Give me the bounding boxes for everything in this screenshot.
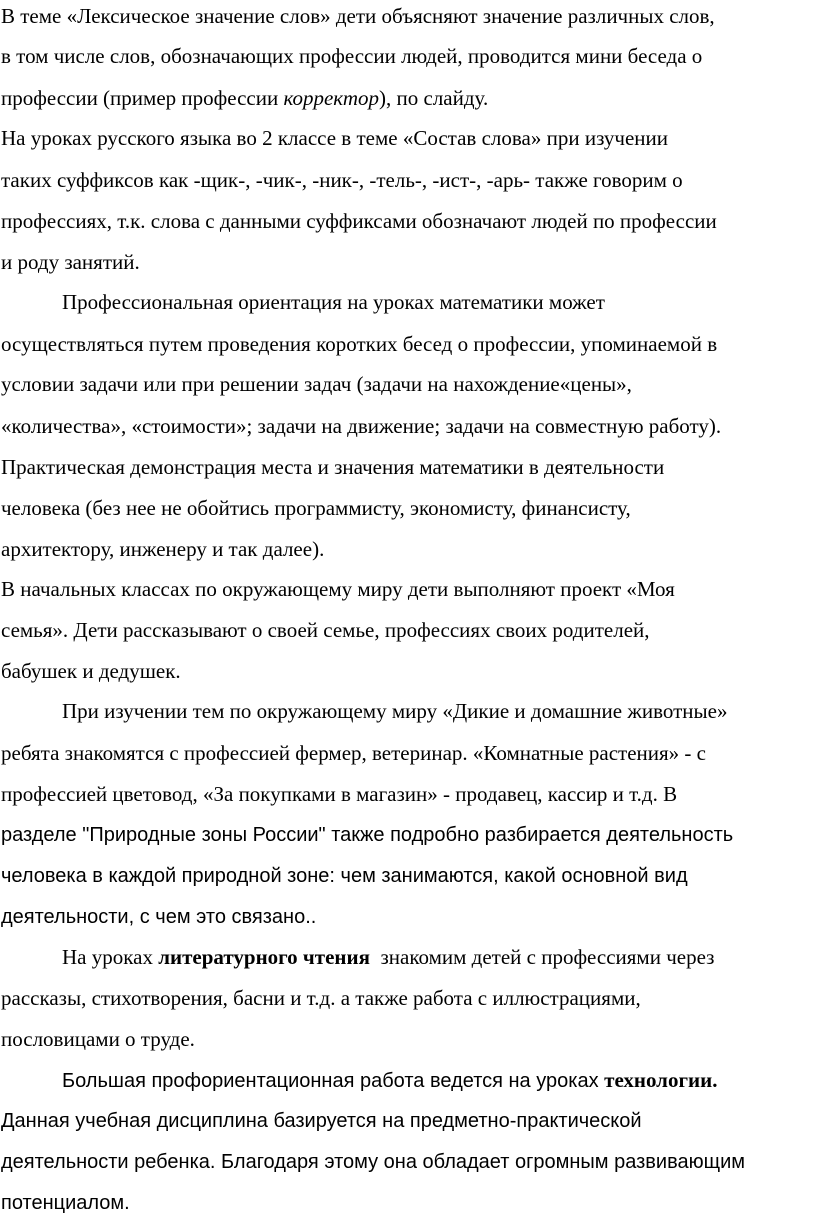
p3-line5: Практическая демонстрация места и значения математики в деятельности (1, 455, 665, 479)
p4-line3: бабушек и дедушек. (1, 659, 181, 683)
p3-line6: человека (без нее не обойтись программисту, экономисту, финансисту, (1, 496, 631, 520)
p1-line3-text: профессии (пример профессии (1, 86, 284, 110)
p6-line3: пословицами о труде. (1, 1027, 195, 1051)
p3-line1: Профессиональная ориентация на уроках математики может (62, 290, 605, 314)
p2-line2: таких суффиксов как -щик-, -чик-, -ник-, -тель-, -ист-, -арь- также говорим о (1, 168, 683, 192)
p3-line2: осуществляться путем проведения коротких бесед о профессии, упоминаемой в (1, 332, 718, 356)
p1-line3 (1, 86, 488, 110)
p7-line1-text: Большая профориентационная работа ведется на уроках (62, 1070, 605, 1092)
p7-line2: Данная учебная дисциплина базируется на предметно-практической (1, 1110, 642, 1132)
p5-line4: разделе "Природные зоны России" также подробно разбирается деятельность (1, 824, 734, 846)
p2-line1: На уроках русского языка во 2 классе в теме «Состав слова» при изучении (1, 126, 669, 150)
p6-line2: рассказы, стихотворения, басни и т.д. а также работа с иллюстрациями, (1, 986, 641, 1010)
p3-line4: «количества», «стоимости»; задачи на движение; задачи на совместную работу). (1, 414, 722, 438)
p7-line1 (62, 1068, 717, 1093)
p5-line6: деятельности, с чем это связано.. (1, 906, 317, 928)
p4-line2: семья». Дети рассказывают о своей семье, профессиях своих родителей, (1, 618, 650, 642)
p7-line4: потенциалом. (1, 1192, 130, 1214)
p5-line1: При изучении тем по окружающему миру «Дикие и домашние животные» (62, 699, 728, 723)
p3-line7: архитектору, инженеру и так далее). (1, 537, 325, 561)
p5-line2: ребята знакомятся с профессией фермер, ветеринар. «Комнатные растения» - с (1, 741, 706, 765)
p6-line1-text: На уроках (62, 945, 159, 969)
p2-line4: и роду занятий. (1, 250, 140, 274)
p1-line1: В теме «Лексическое значение слов» дети объясняют значение различных слов, (1, 4, 715, 28)
p6-line1-end: знакомим детей с профессиями через (369, 945, 715, 969)
p3-line3: условии задачи или при решении задач (задачи на нахождение«цены», (1, 372, 632, 396)
p1-line2: в том числе слов, обозначающих профессии людей, проводится мини беседа о (1, 44, 703, 68)
p6-line1 (62, 945, 714, 969)
p6-bold-subject: литературного чтения (158, 945, 370, 969)
p2-line3: профессиях, т.к. слова с данными суффиксами обозначают людей по профессии (1, 209, 717, 233)
p7-bold-subject: технологии. (604, 1068, 718, 1092)
p1-line3-end: ), по слайду. (379, 86, 489, 110)
p4-line1: В начальных классах по окружающему миру дети выполняют проект «Моя (1, 577, 675, 601)
p5-line5: человека в каждой природной зоне: чем занимаются, какой основной вид (1, 865, 688, 887)
p5-line3: профессией цветовод, «За покупками в магазин» - продавец, кассир и т.д. В (1, 782, 678, 806)
p7-line3: деятельности ребенка. Благодаря этому она обладает огромным развивающим (1, 1151, 745, 1173)
p1-italic-term: корректор (283, 86, 380, 110)
